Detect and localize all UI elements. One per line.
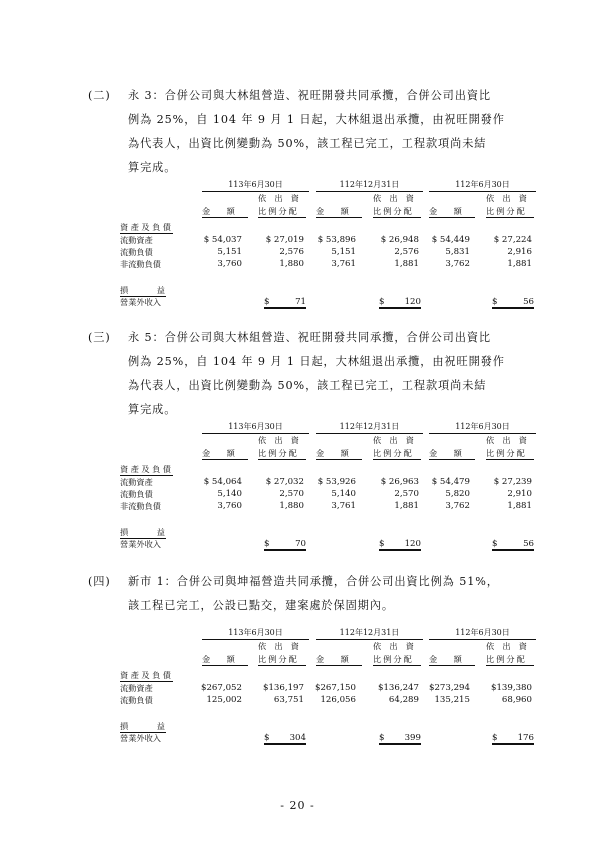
table-cell: $ 54,064 [203,477,242,487]
ratio-subheader-top: 依 出 資 [258,641,299,651]
income-value-cell [264,296,306,309]
table-cell: 1,880 [279,501,304,511]
income-value-cell [264,732,306,745]
income-value: 56 [523,297,534,307]
table-cell: $267,150 [314,683,356,693]
table-cell: 5,140 [217,489,242,499]
currency-symbol: $ [379,539,385,549]
table-cell: 5,140 [331,489,356,499]
table-cell: 63,751 [273,695,304,705]
period-header: 112年12月31日 [316,421,423,434]
ratio-header: 比例分配 [373,205,421,218]
paragraph-line: 該工程已完工，公設已點交，建案處於保固期內。 [128,599,394,612]
table-cell: $ 27,019 [265,235,304,245]
income-value-cell [492,732,534,745]
income-value: 56 [523,539,534,549]
currency-symbol: $ [492,297,498,307]
amount-header: 金 額 [316,653,362,666]
table-cell: 3,761 [331,501,356,511]
period-header: 112年6月30日 [429,627,536,640]
table-cell: 1,881 [394,501,419,511]
ratio-header: 比例分配 [373,447,421,460]
table-cell: 1,881 [507,501,532,511]
currency-symbol: $ [264,539,270,549]
ratio-subheader-top: 依 出 資 [373,193,414,203]
amount-header: 金 額 [202,653,248,666]
income-value: 304 [289,733,306,743]
income-value-cell [379,296,421,309]
balance-sheet-header: 資產及負債 [120,670,174,680]
ratio-subheader-top: 依 出 資 [373,641,414,651]
row-label: 流動資產 [120,683,153,693]
table-cell: 2,570 [279,489,304,499]
ratio-header: 比例分配 [258,653,306,666]
row-label: 流動負債 [120,695,153,705]
table-cell: 64,289 [388,695,419,705]
ratio-subheader-top: 依 出 資 [486,435,527,445]
ratio-header: 比例分配 [486,653,534,666]
table-cell: 5,151 [217,247,242,257]
table-cell: 68,960 [501,695,532,705]
income-value: 70 [295,539,306,549]
section-paragraph [88,570,548,618]
table-cell: 5,831 [445,247,470,257]
table-cell: $ 26,948 [380,235,419,245]
currency-symbol: $ [264,297,270,307]
profit-loss-header: 損 益 [120,721,166,731]
period-header: 113年6月30日 [202,179,309,192]
table-cell: 2,910 [507,489,532,499]
paragraph-line: 永 5：合併公司與大林組營造、祝旺開發共同承攬，合併公司出資比 [128,331,492,344]
table-cell: 3,762 [445,501,470,511]
ratio-subheader-top: 依 出 資 [373,435,414,445]
paragraph-line: 為代表人，出資比例變動為 50%，該工程已完工，工程款項尚未結 [128,379,487,392]
table-cell: $ 54,449 [431,235,470,245]
paragraph-line: 為代表人，出資比例變動為 50%，該工程已完工，工程款項尚未結 [128,137,487,150]
row-label: 非流動負債 [120,259,161,269]
table-cell: 126,056 [320,695,356,705]
period-header: 113年6月30日 [202,627,309,640]
row-label: 營業外收入 [120,733,161,743]
balance-sheet-header: 資產及負債 [120,222,174,232]
section-number: (二) [88,89,111,102]
amount-header: 金 額 [202,447,248,460]
table-cell: 2,576 [394,247,419,257]
table-cell: $ 53,926 [317,477,356,487]
table-cell: $ 26,963 [380,477,419,487]
ratio-header: 比例分配 [373,653,421,666]
income-value-cell [379,732,421,745]
period-header: 112年6月30日 [429,179,536,192]
paragraph-line: 算完成。 [128,403,177,416]
ratio-subheader-top: 依 出 資 [258,193,299,203]
table-cell: 3,761 [331,259,356,269]
table-cell: 1,881 [507,259,532,269]
amount-header: 金 額 [316,205,362,218]
section-paragraph [88,326,548,422]
income-value: 399 [404,733,421,743]
row-label: 流動負債 [120,489,153,499]
paragraph-line: 例為 25%，自 104 年 9 月 1 日起，大林組退出承攬，由祝旺開發作 [128,355,505,368]
period-header: 113年6月30日 [202,421,309,434]
paragraph-line: 例為 25%，自 104 年 9 月 1 日起，大林組退出承攬，由祝旺開發作 [128,113,505,126]
paragraph-line: 算完成。 [128,161,177,174]
table-cell: 135,215 [434,695,470,705]
ratio-subheader-top: 依 出 資 [258,435,299,445]
income-value: 176 [517,733,534,743]
table-cell: $ 53,896 [317,235,356,245]
table-cell: $267,052 [200,683,242,693]
row-label: 流動資產 [120,477,153,487]
currency-symbol: $ [379,733,385,743]
currency-symbol: $ [379,297,385,307]
row-label: 營業外收入 [120,539,161,549]
table-cell: 5,151 [331,247,356,257]
paragraph-line: 新市 1：合併公司與坤福營造共同承攬，合併公司出資比例為 51%， [128,575,499,588]
ratio-subheader-top: 依 出 資 [486,641,527,651]
table-cell: $136,197 [262,683,304,693]
table-cell: $ 54,037 [203,235,242,245]
section-paragraph [88,84,548,180]
amount-header: 金 額 [429,447,475,460]
table-cell: $136,247 [377,683,419,693]
table-cell: $273,294 [428,683,470,693]
table-cell: 1,880 [279,259,304,269]
period-header: 112年6月30日 [429,421,536,434]
period-header: 112年12月31日 [316,627,423,640]
table-cell: 2,916 [507,247,532,257]
table-cell: $ 27,224 [493,235,532,245]
paragraph-line: 永 3：合併公司與大林組營造、祝旺開發共同承攬，合併公司出資比 [128,89,492,102]
table-cell: 1,881 [394,259,419,269]
table-cell: $139,380 [490,683,532,693]
amount-header: 金 額 [429,205,475,218]
income-value: 120 [404,539,421,549]
table-cell: 3,760 [217,501,242,511]
table-cell: 3,760 [217,259,242,269]
amount-header: 金 額 [202,205,248,218]
row-label: 流動資產 [120,235,153,245]
row-label: 流動負債 [120,247,153,257]
table-cell: 2,576 [279,247,304,257]
ratio-header: 比例分配 [258,447,306,460]
table-cell: 3,762 [445,259,470,269]
income-value-cell [379,538,421,551]
income-value-cell [492,538,534,551]
income-value: 71 [295,297,306,307]
row-label: 營業外收入 [120,297,161,307]
row-label: 非流動負債 [120,501,161,511]
table-cell: 125,002 [206,695,242,705]
period-header: 112年12月31日 [316,179,423,192]
ratio-subheader-top: 依 出 資 [486,193,527,203]
currency-symbol: $ [492,733,498,743]
amount-header: 金 額 [316,447,362,460]
table-cell: $ 54,479 [431,477,470,487]
table-cell: $ 27,032 [265,477,304,487]
income-value: 120 [404,297,421,307]
table-cell: $ 27,239 [493,477,532,487]
income-value-cell [264,538,306,551]
section-number: (三) [88,331,111,344]
currency-symbol: $ [492,539,498,549]
currency-symbol: $ [264,733,270,743]
section-number: (四) [88,575,111,588]
balance-sheet-header: 資產及負債 [120,464,174,474]
ratio-header: 比例分配 [258,205,306,218]
income-value-cell [492,296,534,309]
ratio-header: 比例分配 [486,205,534,218]
table-cell: 2,570 [394,489,419,499]
table-cell: 5,820 [445,489,470,499]
profit-loss-header: 損 益 [120,285,166,295]
ratio-header: 比例分配 [486,447,534,460]
amount-header: 金 額 [429,653,475,666]
page-number: - 20 - [280,799,315,812]
profit-loss-header: 損 益 [120,527,166,537]
